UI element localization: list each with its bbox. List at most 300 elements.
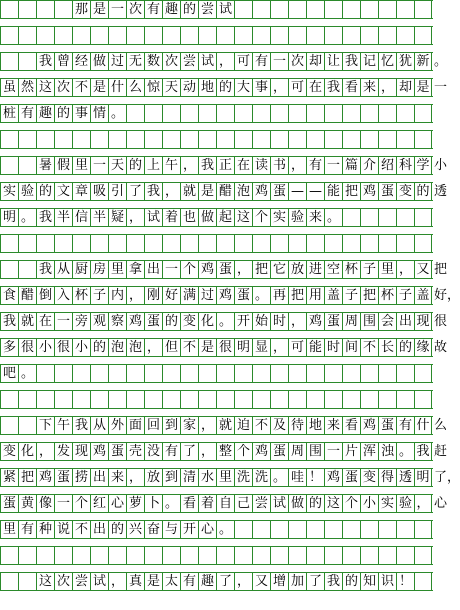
grid-cell [270, 547, 288, 564]
grid-cell [378, 235, 396, 252]
grid-cell [216, 27, 234, 44]
grid-cell [0, 261, 18, 278]
grid-cell: 杯 [342, 261, 360, 278]
grid-cell: 间 [342, 339, 360, 356]
grid-cell [378, 105, 396, 122]
grid-cell: 犹 [396, 53, 414, 70]
grid-cell: 的 [396, 339, 414, 356]
grid-cell: 下 [36, 417, 54, 434]
grid-cell [234, 105, 252, 122]
margin-punctuation: 一 [434, 80, 448, 95]
grid-cell [90, 235, 108, 252]
grid-cell: 趣 [36, 105, 54, 122]
grid-cell [162, 27, 180, 44]
grid-cell [342, 131, 360, 148]
grid-cell: 上 [144, 157, 162, 174]
grid-cell: 这 [36, 79, 54, 96]
grid-cell: 做 [198, 209, 216, 226]
grid-cell [144, 105, 162, 122]
grid-cell [216, 131, 234, 148]
grid-cell: 的 [342, 573, 360, 590]
grid-cell: 也 [180, 209, 198, 226]
grid-cell [162, 235, 180, 252]
grid-cell: 刚 [144, 287, 162, 304]
grid-cell: 蛋 [144, 313, 162, 330]
grid-cell: 子 [396, 287, 414, 304]
grid-cell [324, 547, 342, 564]
grid-cell: 把 [342, 183, 360, 200]
grid-cell: ， [180, 157, 198, 174]
grid-cell: 自 [216, 495, 234, 512]
grid-cell: ， [234, 573, 252, 590]
grid-cell [108, 235, 126, 252]
grid-cell [198, 391, 216, 408]
grid-cell: 紧 [0, 469, 18, 486]
grid-cell: 的 [306, 495, 324, 512]
grid-cell: 尝 [72, 573, 90, 590]
grid-cell [90, 391, 108, 408]
grid-cell: 旁 [72, 313, 90, 330]
grid-cell: 捞 [72, 469, 90, 486]
grid-cell: 泡 [126, 339, 144, 356]
grid-cell: 用 [306, 287, 324, 304]
grid-cell [126, 131, 144, 148]
grid-row [0, 546, 433, 565]
grid-cell [252, 547, 270, 564]
grid-cell [54, 547, 72, 564]
grid-cell: 有 [252, 53, 270, 70]
grid-cell [180, 547, 198, 564]
grid-cell: 再 [270, 287, 288, 304]
grid-cell: ， [270, 339, 288, 356]
grid-cell [360, 521, 378, 538]
grid-cell: ， [126, 209, 144, 226]
grid-cell [270, 391, 288, 408]
grid-cell [414, 235, 432, 252]
grid-cell [180, 27, 198, 44]
grid-cell: 蛋 [54, 469, 72, 486]
grid-cell: 说 [54, 521, 72, 538]
grid-cell: 变 [396, 183, 414, 200]
grid-cell: 待 [288, 417, 306, 434]
grid-cell: 。 [216, 521, 234, 538]
grid-cell: 桩 [0, 105, 18, 122]
grid-cell: 吸 [90, 183, 108, 200]
grid-cell: 天 [162, 79, 180, 96]
grid-cell [0, 27, 18, 44]
grid-cell: 信 [72, 209, 90, 226]
grid-cell: — [288, 183, 306, 200]
grid-cell: 围 [360, 313, 378, 330]
grid-cell: 过 [198, 287, 216, 304]
grid-cell [234, 131, 252, 148]
grid-cell [414, 521, 432, 538]
grid-cell: 红 [90, 495, 108, 512]
grid-cell: 曾 [54, 53, 72, 70]
grid-cell [342, 235, 360, 252]
grid-cell: 始 [252, 313, 270, 330]
grid-cell: 小 [360, 495, 378, 512]
grid-cell: 出 [90, 521, 108, 538]
grid-cell: 很 [54, 339, 72, 356]
grid-cell: 在 [234, 157, 252, 174]
grid-cell [342, 365, 360, 382]
grid-cell: 个 [180, 261, 198, 278]
grid-cell [342, 209, 360, 226]
grid-cell: 天 [108, 157, 126, 174]
grid-cell [288, 1, 306, 18]
grid-cell [414, 573, 432, 590]
grid-cell: ， [396, 261, 414, 278]
grid-cell [360, 131, 378, 148]
grid-row [0, 208, 433, 227]
grid-cell [162, 547, 180, 564]
grid-cell: 试 [144, 209, 162, 226]
grid-cell: 奋 [144, 521, 162, 538]
grid-cell: 个 [72, 495, 90, 512]
grid-cell [252, 131, 270, 148]
grid-cell [324, 1, 342, 18]
grid-cell [180, 131, 198, 148]
grid-cell [36, 365, 54, 382]
grid-cell: 数 [144, 53, 162, 70]
grid-cell: 开 [180, 521, 198, 538]
grid-cell: 起 [216, 209, 234, 226]
grid-cell: 变 [360, 469, 378, 486]
grid-cell: 加 [288, 573, 306, 590]
grid-row [0, 286, 460, 305]
grid-cell: 那 [72, 1, 90, 18]
grid-cell: 大 [234, 79, 252, 96]
grid-cell: 有 [144, 1, 162, 18]
grid-cell: ！ [396, 573, 414, 590]
margin-punctuation: 心 [434, 496, 448, 511]
grid-cell: 里 [378, 261, 396, 278]
grid-cell: 的 [126, 157, 144, 174]
grid-cell: 无 [126, 53, 144, 70]
grid-cell: 长 [378, 339, 396, 356]
grid-cell: 泡 [108, 339, 126, 356]
grid-cell: 忆 [378, 53, 396, 70]
grid-cell [72, 27, 90, 44]
grid-cell: 经 [72, 53, 90, 70]
grid-cell: 。 [18, 365, 36, 382]
grid-cell: 己 [234, 495, 252, 512]
grid-cell: 太 [162, 573, 180, 590]
grid-cell [180, 235, 198, 252]
grid-cell [396, 131, 414, 148]
grid-row [0, 104, 433, 123]
grid-cell: 很 [216, 339, 234, 356]
grid-cell [360, 209, 378, 226]
grid-cell: 我 [198, 157, 216, 174]
grid-cell: 鸡 [36, 469, 54, 486]
grid-cell [216, 365, 234, 382]
grid-cell: 。 [324, 209, 342, 226]
grid-cell: 整 [216, 443, 234, 460]
grid-cell [324, 521, 342, 538]
grid-cell [324, 27, 342, 44]
grid-cell: 蛋 [234, 287, 252, 304]
grid-cell: 里 [108, 261, 126, 278]
grid-cell: 卜 [144, 495, 162, 512]
grid-cell: ， [144, 339, 162, 356]
grid-cell: 次 [54, 573, 72, 590]
grid-cell: 子 [360, 261, 378, 278]
grid-cell: 它 [270, 261, 288, 278]
grid-cell [414, 27, 432, 44]
grid-cell: 趣 [162, 1, 180, 18]
grid-cell: 了 [306, 573, 324, 590]
grid-cell: 会 [378, 313, 396, 330]
grid-cell [396, 235, 414, 252]
grid-cell [360, 365, 378, 382]
grid-cell [54, 391, 72, 408]
grid-cell: 萝 [126, 495, 144, 512]
grid-cell: 疑 [108, 209, 126, 226]
margin-punctuation: 赶 [434, 444, 448, 459]
grid-cell: 验 [288, 209, 306, 226]
grid-cell: 透 [396, 469, 414, 486]
grid-cell: 多 [0, 339, 18, 356]
grid-cell: 鸡 [252, 183, 270, 200]
grid-cell: 回 [144, 417, 162, 434]
grid-cell [18, 1, 36, 18]
grid-cell: 一 [54, 313, 72, 330]
grid-cell: 我 [324, 573, 342, 590]
grid-cell: 显 [252, 339, 270, 356]
grid-cell [198, 27, 216, 44]
grid-cell: 地 [306, 417, 324, 434]
grid-cell: 鸡 [126, 313, 144, 330]
grid-cell: 却 [306, 53, 324, 70]
grid-cell [342, 27, 360, 44]
grid-cell: 哇 [288, 469, 306, 486]
grid-cell: 明 [234, 339, 252, 356]
grid-cell: 鸡 [360, 417, 378, 434]
grid-cell: 我 [324, 79, 342, 96]
grid-cell: 真 [126, 573, 144, 590]
grid-cell [144, 131, 162, 148]
grid-cell: 知 [360, 573, 378, 590]
grid-cell: 一 [108, 1, 126, 18]
grid-cell: 试 [198, 53, 216, 70]
grid-cell: 兴 [126, 521, 144, 538]
grid-cell [36, 1, 54, 18]
grid-row [0, 312, 448, 331]
grid-cell: 从 [90, 417, 108, 434]
grid-cell [90, 547, 108, 564]
grid-cell [270, 235, 288, 252]
grid-cell: 什 [414, 417, 432, 434]
grid-cell: 了 [216, 573, 234, 590]
grid-cell [306, 105, 324, 122]
grid-cell: 清 [180, 469, 198, 486]
grid-cell: 着 [162, 209, 180, 226]
grid-cell [306, 1, 324, 18]
grid-cell: 过 [108, 53, 126, 70]
grid-cell [270, 131, 288, 148]
grid-cell [198, 131, 216, 148]
grid-cell [0, 1, 18, 18]
grid-cell [342, 547, 360, 564]
grid-cell [378, 131, 396, 148]
grid-cell [18, 417, 36, 434]
grid-cell: 半 [90, 209, 108, 226]
grid-cell: 有 [306, 157, 324, 174]
grid-cell: 的 [414, 183, 432, 200]
grid-cell: 倒 [36, 287, 54, 304]
grid-cell [270, 1, 288, 18]
grid-cell: 午 [162, 157, 180, 174]
grid-cell: 明 [0, 209, 18, 226]
grid-cell [342, 105, 360, 122]
grid-cell: 是 [198, 339, 216, 356]
grid-cell: 就 [180, 183, 198, 200]
grid-cell: 现 [72, 443, 90, 460]
grid-row [0, 130, 433, 149]
grid-cell: 文 [54, 183, 72, 200]
grid-cell: 增 [270, 573, 288, 590]
grid-cell: 读 [252, 157, 270, 174]
grid-cell [234, 1, 252, 18]
grid-cell [306, 521, 324, 538]
grid-cell [54, 131, 72, 148]
grid-cell [0, 131, 18, 148]
grid-row [0, 182, 448, 201]
grid-cell [414, 365, 432, 382]
grid-cell: 可 [234, 53, 252, 70]
grid-cell: ， [108, 573, 126, 590]
grid-row [0, 520, 433, 539]
grid-cell [144, 547, 162, 564]
grid-cell: 满 [180, 287, 198, 304]
margin-punctuation: 了， [434, 470, 460, 485]
grid-cell: 种 [36, 521, 54, 538]
grid-cell: ， [198, 417, 216, 434]
grid-cell: 是 [144, 573, 162, 590]
grid-cell: 鸡 [306, 313, 324, 330]
grid-cell: 次 [162, 53, 180, 70]
grid-cell: 时 [270, 313, 288, 330]
grid-cell [108, 391, 126, 408]
grid-cell: 章 [72, 183, 90, 200]
grid-cell: 学 [414, 157, 432, 174]
grid-cell [414, 131, 432, 148]
grid-cell [198, 547, 216, 564]
grid-cell: 却 [396, 79, 414, 96]
margin-punctuation: 故 [434, 340, 448, 355]
grid-cell: 厨 [72, 261, 90, 278]
grid-cell: 浑 [360, 443, 378, 460]
grid-cell: 内 [108, 287, 126, 304]
grid-cell: 放 [288, 261, 306, 278]
grid-cell [306, 235, 324, 252]
grid-cell [162, 391, 180, 408]
grid-cell [18, 391, 36, 408]
grid-cell [360, 1, 378, 18]
grid-cell: 验 [396, 495, 414, 512]
grid-cell: 拿 [126, 261, 144, 278]
grid-cell: 在 [36, 313, 54, 330]
grid-cell: 绍 [378, 157, 396, 174]
grid-cell: 入 [54, 287, 72, 304]
grid-cell [252, 365, 270, 382]
grid-cell: 蛋 [0, 495, 18, 512]
grid-cell: 我 [36, 261, 54, 278]
grid-cell [18, 573, 36, 590]
grid-cell [378, 365, 396, 382]
grid-cell: 一 [162, 261, 180, 278]
grid-cell [396, 391, 414, 408]
grid-cell: 与 [162, 521, 180, 538]
grid-cell: 小 [72, 339, 90, 356]
grid-cell: 房 [90, 261, 108, 278]
grid-cell: 然 [18, 79, 36, 96]
grid-cell [18, 235, 36, 252]
margin-punctuation: 把 [434, 262, 448, 277]
grid-cell: 及 [270, 417, 288, 434]
grid-cell [126, 391, 144, 408]
grid-cell: 洗 [252, 469, 270, 486]
grid-cell: 尝 [198, 1, 216, 18]
grid-cell: 的 [90, 339, 108, 356]
grid-cell [216, 547, 234, 564]
grid-cell: 时 [324, 339, 342, 356]
grid-cell: 引 [108, 183, 126, 200]
grid-cell: 来 [306, 209, 324, 226]
grid-cell: 尝 [252, 495, 270, 512]
grid-cell: 看 [342, 79, 360, 96]
grid-cell: 从 [54, 261, 72, 278]
grid-cell: 事 [252, 79, 270, 96]
grid-cell: 观 [90, 313, 108, 330]
grid-cell [378, 1, 396, 18]
grid-cell [324, 131, 342, 148]
grid-cell: 做 [90, 53, 108, 70]
grid-cell: 记 [360, 53, 378, 70]
grid-cell: 变 [0, 443, 18, 460]
grid-cell: 醋 [18, 287, 36, 304]
grid-cell [0, 391, 18, 408]
grid-cell: 食 [0, 287, 18, 304]
grid-cell: 放 [144, 469, 162, 486]
grid-cell: 个 [252, 209, 270, 226]
grid-cell [396, 209, 414, 226]
grid-cell: 次 [288, 53, 306, 70]
grid-cell [234, 365, 252, 382]
grid-cell: 半 [54, 209, 72, 226]
grid-cell [198, 105, 216, 122]
grid-cell: 地 [198, 79, 216, 96]
grid-row [0, 234, 433, 253]
grid-cell [270, 365, 288, 382]
grid-cell: 试 [216, 1, 234, 18]
grid-cell: 尝 [180, 53, 198, 70]
grid-cell: 迫 [234, 417, 252, 434]
grid-cell: 现 [414, 313, 432, 330]
grid-cell: 化 [198, 313, 216, 330]
grid-cell: 好 [162, 287, 180, 304]
grid-cell [414, 105, 432, 122]
grid-cell [378, 27, 396, 44]
grid-cell: 片 [342, 443, 360, 460]
grid-cell [288, 27, 306, 44]
grid-cell [0, 573, 18, 590]
grid-cell: 个 [234, 443, 252, 460]
grid-cell [36, 131, 54, 148]
grid-cell: 不 [72, 79, 90, 96]
